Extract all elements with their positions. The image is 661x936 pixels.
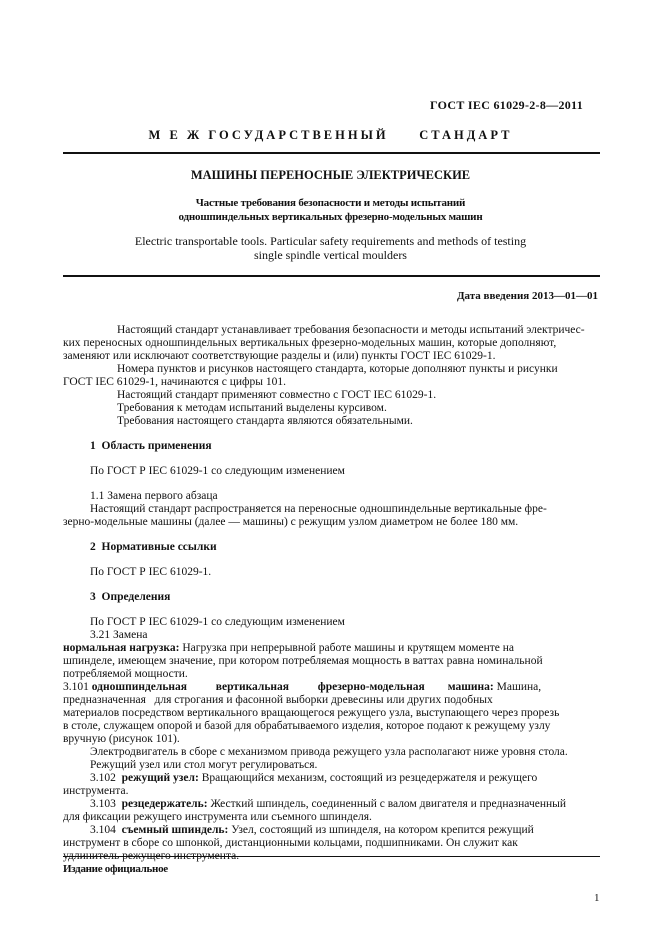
top-rule (63, 152, 600, 154)
english-title-line: single spindle vertical moulders (254, 247, 407, 262)
definition-text: шпинделе, имеющем значение, при котором потребляемая мощность в ваттах равна номинальной (63, 655, 543, 667)
definition-text: потребляемой мощности. (63, 668, 188, 680)
document-title: МАШИНЫ ПЕРЕНОСНЫЕ ЭЛЕКТРИЧЕСКИЕ (190, 168, 471, 182)
definition-term: одношпиндельная вертикальная фрезерно-модельная машина: (91, 681, 494, 693)
definition-text: инструмента. (63, 785, 129, 797)
section-paragraph: Настоящий стандарт распространяется на переносные одношпиндельные вертикальные фре- (90, 503, 547, 515)
definition-text: вручную (рисунок 101). (63, 733, 180, 745)
document-subtitle (0, 197, 661, 224)
subtitle-line: одношпиндельных вертикальных фрезерно-модельных машин (178, 210, 483, 223)
section-paragraph: По ГОСТ Р IEC 61029-1 со следующим изменением (90, 616, 345, 628)
intro-paragraph: Требования к методам испытаний выделены курсивом. (117, 402, 387, 414)
definition-text: инструмент в сборе со шпонкой, дистанционными кольцами, подшипниками. Он служит как (63, 837, 518, 849)
definition-term: резцедержатель: (121, 798, 208, 810)
definition-block (63, 772, 600, 798)
intro-paragraph-cont: ГОСТ IEC 61029-1, начинаются с цифры 101. (63, 376, 286, 388)
definition-text: для фиксации режущего инструмента или съемного шпинделя. (63, 811, 372, 823)
page-number: 1 (594, 892, 600, 904)
document-body (63, 324, 600, 863)
section-paragraph: По ГОСТ Р IEC 61029-1 со следующим изменением (90, 465, 345, 477)
definition-block (63, 798, 600, 824)
intro-paragraph: Требования настоящего стандарта являются обязательными. (117, 415, 413, 427)
definition-text: Вращающийся механизм, состоящий из резцедержателя и режущего (198, 772, 538, 784)
section-paragraph: Режущий узел или стол могут регулироваться. (90, 759, 318, 771)
subtitle-line: Частные требования безопасности и методы испытаний (195, 197, 466, 209)
definition-text: в столе, служащем опорой и базой для обрабатываемого изделия, которое подают к режущему узлу (63, 720, 551, 732)
official-edition-label: Издание официальное (63, 863, 168, 875)
intro-paragraph: Номера пунктов и рисунков настоящего стандарта, которые дополняют пункты и рисунки (117, 363, 558, 375)
english-title (0, 235, 661, 262)
definition-text: Жесткий шпиндель, соединенный с валом двигателя и предназначенный (207, 798, 567, 810)
title-rule (63, 275, 600, 277)
intro-paragraph-cont: ких переносных одношпиндельных вертикальных фрезерно-модельных машин, которые дополняют, заменяют или исключают соответствующие разделы и (или) пункты ГОСТ IEC 61029-1. (63, 337, 557, 362)
section-heading: 2 Нормативные ссылки (90, 541, 217, 553)
definition-number: 3.104 (90, 824, 116, 836)
definition-block (63, 824, 600, 863)
definition-term: съемный шпиндель: (121, 824, 229, 836)
definition-text: материалов посредством вертикального вращающегося режущего узла, выступающего через прорезь (63, 707, 560, 719)
section-paragraph: 3.21 Замена (90, 629, 148, 641)
definition-block (63, 681, 600, 746)
section-heading: 1 Область применения (90, 440, 212, 452)
definition-number: 3.102 (90, 772, 116, 784)
footer-rule (63, 856, 600, 857)
definition-text: Нагрузка при непрерывной работе машины и крутящем моменте на (179, 642, 515, 654)
introduction-date: Дата введения 2013—01—01 (456, 290, 598, 302)
section-paragraph: По ГОСТ Р IEC 61029-1. (90, 566, 212, 578)
definition-text: предназначенная для строгания и фасонной выборки древесины или других подобных (63, 694, 493, 706)
english-title-line: Electric transportable tools. Particular safety requirements and methods of testing (134, 234, 527, 248)
interstate-standard-label: М Е Ж ГОСУДАРСТВЕННЫЙ СТАНДАРТ (148, 128, 513, 142)
definition-number: 3.103 (90, 798, 116, 810)
section-paragraph: 1.1 Замена первого абзаца (90, 490, 218, 502)
definition-text: удлинитель режущего инструмента. (63, 850, 240, 862)
section-heading: 3 Определения (90, 591, 171, 603)
section-paragraph: Электродвигатель в сборе с механизмом привода режущего узла располагают ниже уровня стола. (90, 746, 568, 758)
definition-text: Машина, (493, 681, 542, 693)
definition-block (63, 642, 600, 681)
intro-paragraph: Настоящий стандарт устанавливает требования безопасности и методы испытаний электричес- (117, 324, 585, 336)
definition-term: режущий узел: (121, 772, 199, 784)
definition-term: нормальная нагрузка: (63, 642, 180, 654)
standard-id: ГОСТ IEC 61029-2-8—2011 (429, 98, 583, 112)
definition-text: Узел, состоящий из шпинделя, на котором крепится режущий (228, 824, 534, 836)
section-paragraph-cont: зерно-модельные машины (далее — машины) с режущим узлом диаметром не более 180 мм. (63, 516, 519, 528)
intro-paragraph: Настоящий стандарт применяют совместно с ГОСТ IEC 61029-1. (117, 389, 437, 401)
definition-number: 3.101 (63, 681, 89, 693)
